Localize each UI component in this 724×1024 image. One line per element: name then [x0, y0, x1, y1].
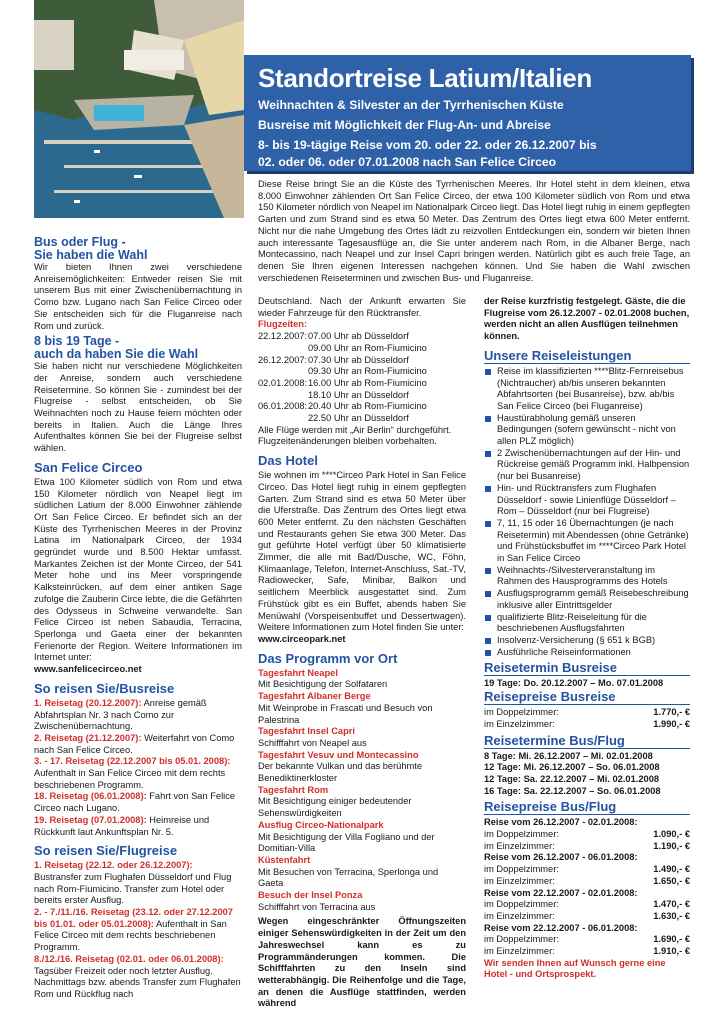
list-item: Weihnachts-/Silvesterveranstaltung im Rahmen des Hausprogramms des Hotels — [484, 565, 690, 588]
price-block: Reise vom 26.12.2007 - 02.01.2008: im Doppelzimmer: 1.090,- € im Einzelzimmer: 1.190,- € — [484, 817, 690, 851]
termin-bus: 19 Tage: Do. 20.12.2007 – Mo. 07.01.2008 — [484, 678, 664, 689]
price-row: im Doppelzimmer: 1.770,- € — [484, 707, 690, 718]
list-item: Haustürabholung gemäß unseren Bedingungen (sofern gewünscht - nicht von allen PLZ möglich) — [484, 413, 690, 448]
program-item: Tagesfahrt Rom Mit Besichtigung einiger bedeutender Sehenswürdigkeiten — [258, 784, 412, 819]
link-sanfelice[interactable]: www.sanfelicecirceo.net — [34, 664, 142, 675]
price-block: Reise vom 26.12.2007 - 06.01.2008: im Doppelzimmer: 1.490,- € im Einzelzimmer: 1.650,- € — [484, 852, 690, 886]
subtitle-1: Weihnachten & Silvester an der Tyrrhenischen Küste — [258, 98, 564, 112]
middle-column — [258, 296, 466, 1010]
right-column — [484, 296, 690, 981]
heading-san-felice: San Felice Circeo — [34, 459, 143, 475]
program-item: Tagesfahrt Vesuv und Montecassino Der bekannte Vulkan und das berühmte Benediktinerkloster — [258, 749, 423, 784]
program-item: Küstenfahrt Mit Besuchen von Terracina, Sperlonga und Gaeta — [258, 854, 439, 889]
flug-day-2: 2. - 7./11./16. Reisetag (23.12. oder 27.12.2007 bis 01.01. oder 05.01.2008): Aufenthalt in San Felice Circeo mit dem rechts beschriebenen Programm. — [34, 907, 233, 953]
heading-bus-flug: Bus oder Flug - Sie haben die Wahl — [34, 235, 148, 262]
bus-day-3: 3. - 17. Reisetag (22.12.2007 bis 05.01. 2008): Aufenthalt in San Felice Circeo mit dem rechts beschriebenen Programm. — [34, 756, 231, 790]
flight-row: 06.01.2008: 20.40 Uhr ab Rom-Fiumicino 22.50 Uhr an Düsseldorf — [258, 401, 427, 424]
intro-text: Diese Reise bringt Sie an die Küste des Tyrrhenischen Meeres. Ihr Hotel steht in dem kleinen, etwa 8.000 Einwohner zählenden Ort San Felice Circeo, der etwa 100 Kilometer südlich von Rom und etwa 150 Kilometer nördlich von Neapel im Nationalpark Circeo liegt. Das Hotel liegt ruhig in einem gepflegten Garten und zum Strand sind es etwa 50 Meter. Das Zentrum des Ortes liegt etwa 600 Meter entfernt. Nicht nur die nahe Umgebung des Ortes lädt zu reizvollen Entdeckungen ein, sondern wir bieten Ihnen auch interessante Tagesausflüge an, die Sie unter anderem nach Rom, in die Albaner Berge, nach Montecassino, nach Neapel und zur Insel Capri bringen werden. Natürlich gibt es auch freie Tage, an denen Sie Ihren eigenen Interessen nachgehen können. Und Sie haben die Wahl zwischen verschiedenen Reiseterminen und zwischen Bus- und Fluganreise. — [258, 179, 690, 283]
bus-day-19: 19. Reisetag (07.01.2008): Heimreise und Rückkunft laut Ankunftsplan Nr. 5. — [34, 814, 210, 837]
subtitle-2: Busreise mit Möglichkeit der Flug-An- und Abreise — [258, 118, 551, 132]
subtitle-3: 8- bis 19-tägige Reise vom 20. oder 22. oder 26.12.2007 bis — [258, 138, 597, 152]
flight-row: 02.01.2008: 16.00 Uhr ab Rom-Fiumicino 18.10 Uhr an Düsseldorf — [258, 377, 427, 400]
bus-day-2: 2. Reisetag (21.12.2007): Weiterfahrt von Como nach San Felice Circeo. — [34, 732, 235, 755]
heading-programm: Das Programm vor Ort — [258, 650, 398, 666]
list-item: Ausführliche Reiseinformationen — [484, 647, 690, 659]
program-item: Besuch der Insel Ponza Schifffahrt von Terracina aus — [258, 890, 376, 912]
flug-day-8: 8./12./16. Reisetag (02.01. oder 06.01.2008): Tagsüber Freizeit oder noch letzter Ausflug. Nachmittags bzw. abends Transfer zum Flughafen Rom und Rückflug nach — [34, 953, 241, 999]
heading-termine-flug: Reisetermine Bus/Flug — [484, 732, 625, 748]
program-item: Tagesfahrt Albaner Berge Mit Weinprobe in Frascati und Besuch von Palestrina — [258, 691, 433, 725]
coast-photo — [34, 0, 244, 218]
heading-hotel: Das Hotel — [258, 453, 318, 469]
list-item: 2 Zwischenübernachtungen auf der Hin- und Rückreise gemäß Programm inkl. Halbpension (nur bei Busanreise) — [484, 448, 690, 483]
subtitle-4: 02. oder 06. oder 07.01.2008 nach San Felice Circeo — [258, 155, 557, 169]
price-block: Reise vom 22.12.2007 - 02.01.2008: im Doppelzimmer: 1.470,- € im Einzelzimmer: 1.630,- € — [484, 887, 690, 921]
termin-flug: 12 Tage: Mi. 26.12.2007 – So. 06.01.2008 — [484, 762, 660, 773]
text-hinweis-fort: der Reise kurzfristig festgelegt. Gäste, die die Flugreise vom 26.12.2007 - 02.01.2008 buchen, werden nicht an allen Ausflügen teilnehmen können. — [484, 296, 690, 342]
list-item: Insolvenz-Versicherung (§ 651 k BGB) — [484, 635, 690, 647]
left-column — [34, 236, 242, 1001]
leistungen-list — [484, 366, 690, 659]
text-tage: Sie haben nicht nur verschiedene Möglichkeiten der Anreise, sondern auch verschiedene Reisetermine. So können Sie - zumindest bei der Flugreise - selbst entscheiden, ob Sie Weihnachten noch zu Hause feiern möchten oder bereits in Italien. Auch die Länge Ihres Aufenthaltes können Sie bei der Flugreise selbst wählen. — [34, 361, 242, 454]
heading-termin-bus: Reisetermin Busreise — [484, 660, 617, 676]
heading-flugzeiten: Flugzeiten: — [258, 319, 308, 330]
text-san-felice: Etwa 100 Kilometer südlich von Rom und etwa 150 Kilometer nördlich von Neapel liegt im südlichen Latium der 8.000 Einwohner zählende Ort San Felice Circeo. Er befindet sich an der Küste des Tyrrhenischen Meeres in der Provinz Latina im Nationalpark Circeo, der 1934 gegründet wurde und 8.500 Hektar umfasst. Markantes Zeichen ist der Monte Circeo, der 541 Meter hohe und ins Meer vorspringende Kalksteinrücken, auf dem einer antiken Sage zufolge die Zauberin Circe lebte, die die Gefährten des Odysseus in Schweine verwandelte. San Felice Circeo ist neben Sabaudia, Terracina, Sperlonga und Gaeta einer der bekannten Ferienorte der Region. Weitere Informationen im Internet unter: — [34, 476, 242, 663]
termin-flug: 16 Tage: Sa. 22.12.2007 – So. 06.01.2008 — [484, 785, 661, 796]
termin-flug: 8 Tage: Mi. 26.12.2007 – Mi. 02.01.2008 — [484, 750, 653, 761]
list-item: 7, 11, 15 oder 16 Übernachtungen (je nach Reisetermin) mit Abendessen (ohne Getränke) und Frühstücksbuffet im ****Circeo Park Hotel in San Felice Circeo — [484, 518, 690, 565]
price-block: Reise vom 22.12.2007 - 06.01.2008: im Doppelzimmer: 1.690,- € im Einzelzimmer: 1.910,- € — [484, 922, 690, 957]
footer-note: Wir senden Ihnen auf Wunsch gerne eine Hotel - und Ortsprospekt. — [484, 957, 666, 980]
flight-row: 22.12.2007: 07.00 Uhr ab Düsseldorf 09.00 Uhr an Rom-Fiumicino — [258, 331, 427, 353]
title-banner — [244, 55, 691, 171]
bus-day-1: 1. Reisetag (20.12.2007): Anreise gemäß Abfahrtsplan Nr. 3 nach Como zur Zwischenübernachtung. — [34, 697, 207, 732]
text-hotel: Sie wohnen im ****Circeo Park Hotel in San Felice Circeo. Das Hotel liegt ruhig in einem gepflegten Garten. Zum Strand sind es etwa 50 Meter über die Uferstraße. Das Zentrum des Ortes liegt etwa 600 Meter entfernt. Zu den nächsten Geschäften und Restaurants gehen Sie etwa 300 Meter. Das gut geführte Hotel verfügt über 50 klimatisierte Zimmer, die alle mit Bad/Dusche, WC, Föhn, Klimaanlage, Telefon, Internet-Anschluss, Sat.-TV, Radiowecker, Safe, Minibar, Balkon und seitlichem Meerblick ausgestattet sind. Zum Frühstück gibt es ein Buffet, abends haben Sie Menüwahl (Vorspeisenbuffet und Dessertwagen). Weitere Informationen zum Hotel finden Sie unter: — [258, 470, 466, 633]
heading-leistungen: Unsere Reiseleistungen — [484, 347, 632, 363]
text-rueck: Deutschland. Nach der Ankunft erwarten Sie wieder Fahrzeuge für den Rücktransfer. — [258, 296, 466, 318]
page-title: Standortreise Latium/Italien — [258, 63, 593, 93]
flight-row: 26.12.2007: 07.30 Uhr ab Düsseldorf 09.30 Uhr an Rom-Fiumicino — [258, 354, 427, 377]
list-item: Ausflugsprogramm gemäß Reisebeschreibung inklusive aller Eintrittsgelder — [484, 588, 690, 611]
heading-tage: 8 bis 19 Tage - auch da haben Sie die Wahl — [34, 334, 199, 362]
termin-flug: 12 Tage: Sa. 22.12.2007 – Mi. 02.01.2008 — [484, 773, 660, 784]
heading-preise-flug: Reisepreise Bus/Flug — [484, 799, 617, 815]
text-airberlin: Alle Flüge werden mit „Air Berlin“ durchgeführt. Flugzeitenänderungen bleiben vorbehalten. — [258, 424, 452, 447]
program-item: Tagesfahrt Neapel Mit Besichtigung der Solfataren — [258, 667, 388, 690]
program-item: Ausflug Circeo-Nationalpark Mit Besichtigung der Villa Fogliano und der Domitian-Villa — [258, 819, 435, 854]
flug-day-1: 1. Reisetag (22.12. oder 26.12.2007): Bustransfer zum Flughafen Düsseldorf und Flug nach Rom-Fiumicino. Transfer zum Hotel oder bereits erster Ausflug. — [34, 860, 232, 906]
list-item: qualifizierte Blitz-Reiseleitung für die beschriebenen Ausflugsfahrten — [484, 612, 690, 635]
list-item: Hin- und Rücktransfers zum Flughafen Düsseldorf - sowie Linienflüge Düsseldorf – Rom – Düsseldorf (nur bei Flugreise) — [484, 483, 690, 518]
heading-preise-bus: Reisepreise Busreise — [484, 689, 616, 705]
list-item: Reise im klassifizierten ****Blitz-Fernreisebus (Nichtraucher) ab/bis unseren bekannten Abfahrtsorten (bei Busanreise), bzw. ab/bis San Felice Circeo (bei Fluganreise) — [484, 366, 690, 413]
text-hinweis: Wegen eingeschränkter Öffnungszeiten einiger Sehenswürdigkeiten in der Zeit um den Jahreswechsel kann es zu Programmänderungen kommen. Die Schifffahrten zu den Inseln sind wetterabhängig. Die Reihenfolge und die Tage, an denen die Ausflüge stattfinden, werden während — [258, 916, 466, 1009]
heading-busreise: So reisen Sie/Busreise — [34, 680, 175, 696]
link-circeopark[interactable]: www.circeopark.net — [258, 633, 346, 644]
price-row: im Einzelzimmer: 1.990,- € — [484, 718, 690, 729]
text-bus-flug: Wir bieten Ihnen zwei verschiedene Anreisemöglichkeiten: Entweder reisen Sie mit unserem Bus mit einer Zwischenübernachtung in Como bzw. Lugano nach San Felice Circeo oder Sie entscheiden sich für die Fluganreise nach Rom und zurück. — [34, 262, 242, 331]
program-item: Tagesfahrt Insel Capri Schifffahrt von Neapel aus — [258, 726, 367, 748]
bus-day-18: 18. Reisetag (06.01.2008): Fahrt von San Felice Circeo nach Lugano. — [34, 791, 236, 814]
heading-flugreise: So reisen Sie/Flugreise — [34, 843, 178, 859]
